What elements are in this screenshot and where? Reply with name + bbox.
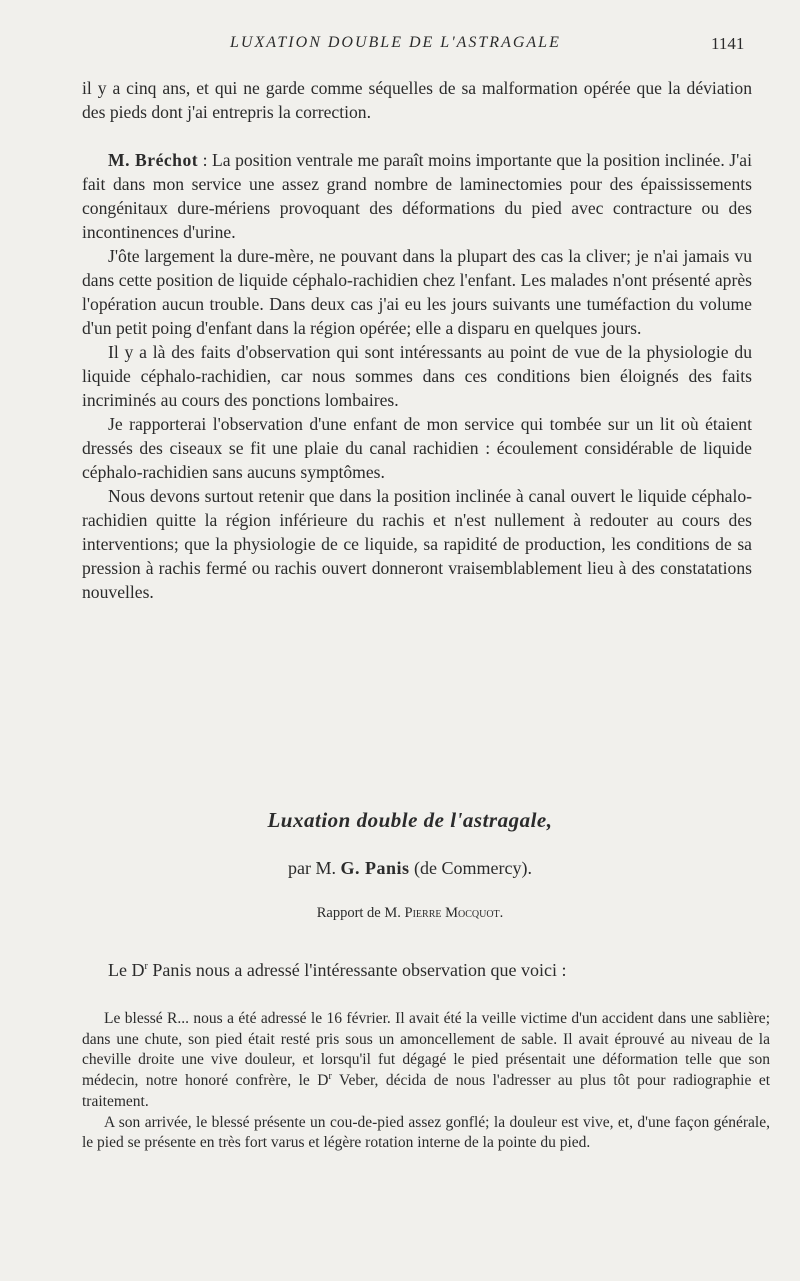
byline-prefix: par M. bbox=[288, 858, 341, 878]
byline-suffix: (de Commercy). bbox=[409, 858, 532, 878]
page-number: 1141 bbox=[711, 34, 745, 53]
running-head bbox=[0, 34, 800, 58]
paragraph-brechot-text: : La position ventrale me paraît moins importante que la position inclinée. J'ai fait dans mon service une assez grand nombre de laminectomies pour des épaississements congénitaux dure-mériens provoquant des déformations du pied avec contracture ou des incontinences d'urine. bbox=[82, 150, 752, 242]
intro-line bbox=[108, 960, 768, 981]
report-author: Pierre Mocquot bbox=[404, 905, 500, 921]
report-prefix: Rapport de M. bbox=[316, 905, 405, 921]
observation-text bbox=[82, 1009, 770, 1154]
speaker-name: M. Bréchot bbox=[108, 150, 199, 170]
byline-author: G. Panis bbox=[340, 858, 410, 878]
obs-part-1: Le blessé R... nous a été adressé le 16 février. Il avait été la veille victime d'un accident dans une sablière; dans une chute, son pied était resté pris sous un amoncellement de sable. Il avait éprouvé au niveau de la cheville droite une vive douleur, et lorsqu'il fut dégagé le pied présentait une déformation telle que son médecin, notre honoré confrère, le D bbox=[82, 1010, 770, 1090]
paragraph-brechot bbox=[82, 148, 752, 244]
intro-rest: Panis nous a adressé l'intéressante observation que voici : bbox=[147, 960, 567, 980]
paragraph-observations: Il y a là des faits d'observation qui sont intéressants au point de vue de la physiologie du liquide céphalo-rachidien, car nous sommes dans ces conditions bien éloignés des faits incriminés au cours des ponctions lombaires. bbox=[82, 342, 752, 410]
obs-part-2: Veber, décida de nous l'adresser au plus tôt pour radiographie et traitement. bbox=[82, 1072, 770, 1110]
observation-paragraph-1 bbox=[82, 1009, 770, 1113]
article-title: Luxation double de l'astragale, bbox=[267, 808, 553, 832]
paragraph-dure-mere: J'ôte largement la dure-mère, ne pouvant dans la plupart des cas la cliver; je n'ai jamais vu dans cette position de liquide céphalo-rachidien chez l'enfant. Les malades n'ont présenté après l'opération aucun trouble. Dans deux cas j'ai eu les jours suivants une tuméfaction du volume d'un petit poing d'enfant dans la région opérée; elle a disparu en quelques jours. bbox=[82, 246, 752, 338]
report-suffix: . bbox=[499, 905, 504, 921]
paragraph-continuation: il y a cinq ans, et qui ne garde comme séquelles de sa malformation opérée que la déviation des pieds dont j'ai entrepris la correction. bbox=[82, 78, 752, 122]
article-byline bbox=[0, 858, 800, 879]
running-head-title: LUXATION DOUBLE DE L'ASTRAGALE bbox=[230, 34, 561, 51]
obs-superscript: r bbox=[328, 1070, 332, 1082]
paragraph-conclusion: Nous devons surtout retenir que dans la position inclinée à canal ouvert le liquide céphalo-rachidien quitte la région inférieure du rachis et n'est nullement à redouter au cours des interventions; que la physiologie de ce liquide, sa rapidité de production, les conditions de sa pression à rachis fermé ou rachis ouvert donneront vraisemblablement lieu à des constatations nouvelles. bbox=[82, 486, 752, 602]
intro-prefix: Le D bbox=[108, 960, 145, 980]
intro-superscript: r bbox=[144, 961, 148, 972]
report-line bbox=[0, 905, 800, 922]
discussion-text bbox=[82, 76, 752, 604]
paragraph-case-report: Je rapporterai l'observation d'une enfant de mon service qui tombée sur un lit où étaient dressés des ciseaux se fit une plaie du canal rachidien : écoulement considérable de liquide céphalo-rachidien sans aucuns symptômes. bbox=[82, 414, 752, 482]
observation-paragraph-2: A son arrivée, le blessé présente un cou-de-pied assez gonflé; la douleur est vive, et, d'une façon générale, le pied se présente en très fort varus et légère rotation interne de la pointe du pied. bbox=[82, 1113, 770, 1152]
